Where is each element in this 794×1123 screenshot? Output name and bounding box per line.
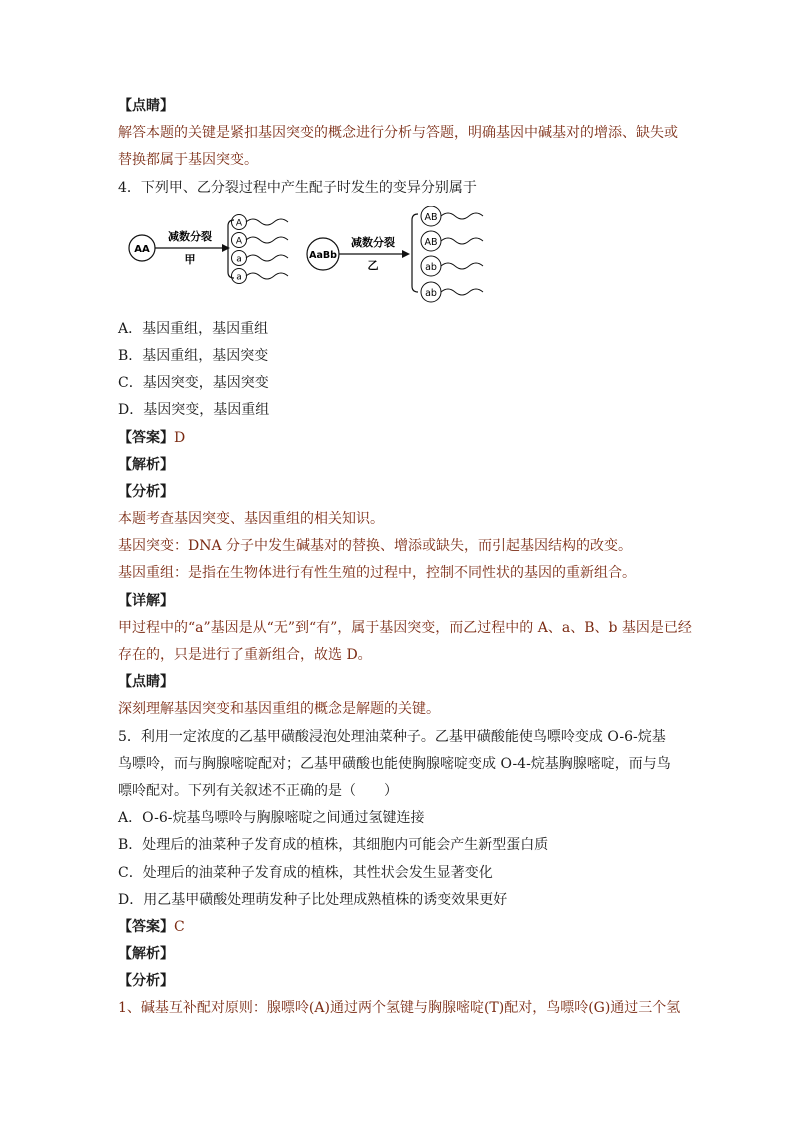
gamete-label: a <box>236 272 242 283</box>
paragraph-line: 深刻理解基因突变和基因重组的概念是解题的关键。 <box>118 701 440 718</box>
answer-value: C <box>174 918 185 935</box>
diagram-left-group <box>129 214 288 283</box>
parent-label-aa: AA <box>134 243 150 255</box>
paragraph-line: 基因重组：是指在生物体进行有性生殖的过程中，控制不同性状的基因的重新组合。 <box>118 565 636 582</box>
answer-value: D <box>174 429 186 446</box>
paragraph-line: 解答本题的关键是紧扣基因突变的概念进行分析与答题，明确基因中碱基对的增添、缺失或 <box>118 125 678 142</box>
answer-tag: 【答案】 <box>118 429 174 446</box>
paragraph-line: 基因突变：DNA 分子中发生碱基对的替换、增添或缺失，而引起基因结构的改变。 <box>118 538 633 555</box>
gamete-right-4 <box>421 282 483 302</box>
q5-option-a: A．O-6-烷基鸟嘌呤与胸腺嘧啶之间通过氢键连接 <box>118 810 425 827</box>
diagram-right-group <box>307 206 483 302</box>
paragraph-line: 1、碱基互补配对原则：腺嘌呤(A)通过两个氢键与胸腺嘧啶(T)配对，鸟嘌呤(G)通过三个氢 <box>118 1000 681 1017</box>
detail-tag: 【详解】 <box>118 592 174 609</box>
paragraph-line: 存在的，只是进行了重新组合，故选 D。 <box>118 647 372 663</box>
document-page <box>118 93 692 1023</box>
paragraph-line: 替换都属于基因突变。 <box>118 152 258 169</box>
gamete-label: ab <box>425 261 437 273</box>
gamete-label: AB <box>424 236 438 248</box>
process-yi-label: 乙 <box>367 258 379 272</box>
gamete-left-4 <box>232 268 289 283</box>
gamete-right-2 <box>421 231 483 251</box>
parent-label-aabb: AaBb <box>309 249 337 261</box>
q4-option-b: B．基因重组，基因突变 <box>118 347 269 364</box>
q4-option-d: D．基因突变，基因重组 <box>118 402 270 419</box>
question-5-stem-line: 鸟嘌呤，而与胸腺嘧啶配对；乙基甲磺酸也能使胸腺嘧啶变成 O-4-烷基胸腺嘧啶，而与鸟 <box>118 755 671 772</box>
q4-answer-line <box>118 425 678 452</box>
meiosis-diagram <box>118 206 678 310</box>
process-jia-label: 甲 <box>184 252 196 266</box>
question-4-stem: 4．下列甲、乙分裂过程中产生配子时发生的变异分别属于 <box>118 179 477 196</box>
gamete-right-1 <box>421 206 483 226</box>
fenxi-tag: 【分析】 <box>118 973 174 990</box>
question-5-stem-line: 5．利用一定浓度的乙基甲磺酸浸泡处理油菜种子。乙基甲磺酸能使鸟嘌呤变成 O-6-烷基 <box>118 728 666 745</box>
gamete-label: ab <box>425 287 437 299</box>
paragraph-line: 甲过程中的“a”基因是从“无”到“有”，属于基因突变，而乙过程中的 A、a、B、b 基因是已经 <box>118 619 692 636</box>
answer-tag: 【答案】 <box>118 918 174 935</box>
q4-option-c: C．基因突变，基因突变 <box>118 375 269 392</box>
q5-option-b: B．处理后的油菜种子发育成的植株，其细胞内可能会产生新型蛋白质 <box>118 837 549 854</box>
gamete-label: A <box>235 218 243 229</box>
paragraph-line: 本题考查基因突变、基因重组的相关知识。 <box>118 511 384 528</box>
process-label-right: 减数分裂 <box>351 235 395 249</box>
process-label-left: 减数分裂 <box>168 229 212 243</box>
gamete-left-1 <box>232 214 289 229</box>
gamete-label: A <box>235 236 243 247</box>
question-5-stem-line: 嘌呤配对。下列有关叙述不正确的是（ ） <box>118 782 398 799</box>
analysis-tag: 【解析】 <box>118 456 174 473</box>
analysis-tag: 【解析】 <box>118 946 174 963</box>
section-tag-dianjing: 【点睛】 <box>118 98 174 114</box>
gamete-label: AB <box>424 211 438 223</box>
gamete-label: a <box>236 254 242 265</box>
q5-option-d: D．用乙基甲磺酸处理萌发种子比处理成熟植株的诱变效果更好 <box>118 891 508 908</box>
gamete-left-3 <box>232 250 289 265</box>
gamete-left-2 <box>232 232 289 247</box>
q4-option-a: A．基因重组，基因重组 <box>118 320 269 337</box>
section-tag-dianjing: 【点睛】 <box>118 674 174 691</box>
meiosis-diagram-svg <box>118 206 678 310</box>
q5-answer-line <box>118 914 678 941</box>
fenxi-tag: 【分析】 <box>118 483 174 500</box>
gamete-right-3 <box>421 256 483 276</box>
q5-option-c: C．处理后的油菜种子发育成的植株，其性状会发生显著变化 <box>118 864 493 881</box>
